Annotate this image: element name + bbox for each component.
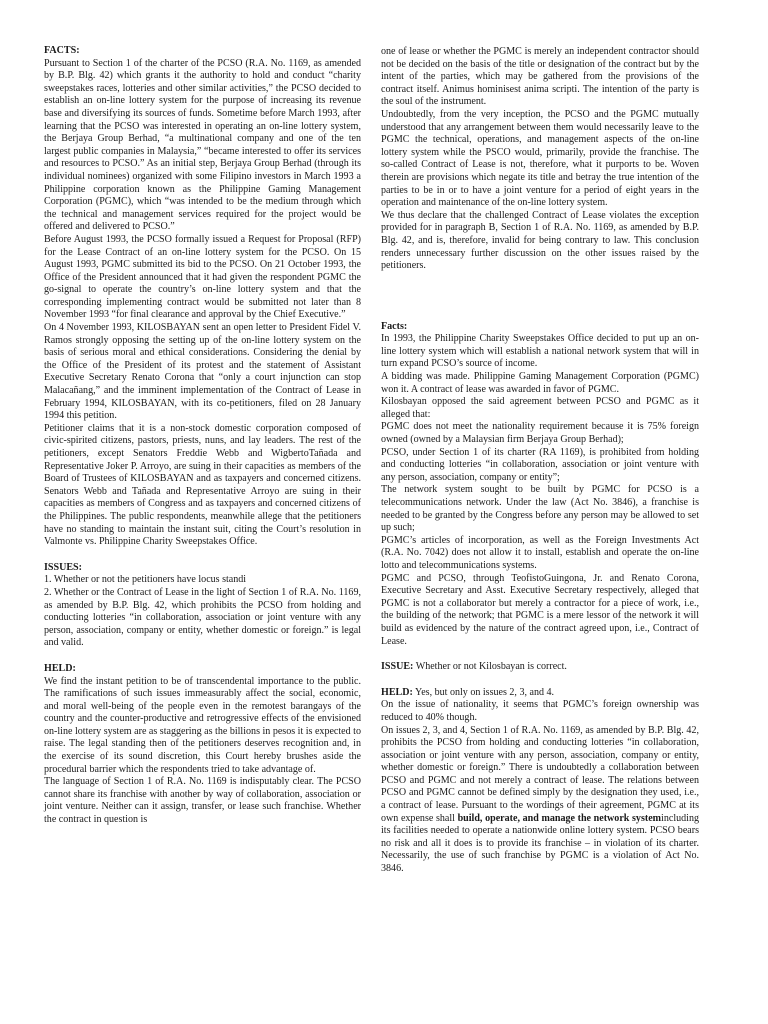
held2-bold-text: build, operate, and manage the network system xyxy=(454,812,662,824)
held-label: HELD: xyxy=(381,686,413,698)
facts2-paragraph-3: Kilosbayan opposed the said agreement between PCSO and PGMC as it alleged that: xyxy=(381,396,699,420)
continued-paragraph-2: Undoubtedly, from the very inception, the PCSO and the PGMC mutually understood that any arrangement between them would necessarily leave to the PGMC the technical, operations, and management aspects of the on-line lottery system while the PSCO would, primarily, provide the franchise. The so-called Contract of Lease is not, therefore, what it purports to be. Woven therein are provisions which negate its title and betray the true intention of the parties to be in or to have a joint venture for a period of eight years in the operation and maintenance of the on-line lottery system. xyxy=(381,108,699,209)
issue-label: ISSUE: xyxy=(381,661,414,673)
left-column xyxy=(44,45,361,1024)
right-column xyxy=(381,46,699,1024)
facts2-paragraph-8: PGMC and PCSO, through TeofistoGuingona, Jr. and Renato Corona, Executive Secretary and Asst. Executive Secretary respectively, alleged that PGMC is not a collaborator but merely a contractor for a piece of work, i.e., the building of the network; that PGMC is a mere lessor of the network it will build as evidenced by the nature of the contract agreed upon, i.e., Contract of Lease. xyxy=(381,572,699,647)
held2-paragraph-1: On the issue of nationality, it seems that PGMC’s foreign ownership was reduced to 40% though. xyxy=(381,699,699,723)
issues-heading: ISSUES: xyxy=(44,561,82,573)
facts2-heading: Facts: xyxy=(381,320,408,332)
issue-item-2: 2. Whether or the Contract of Lease in the light of Section 1 of R.A. No. 1169, as amended by B.P. Blg. 42, which prohibits the PCSO from holding and conducting lotteries “in collaboration, association or joint venture with any person, association, company or entity, whether domestic or foreign.” is legal and valid. xyxy=(44,586,361,649)
facts2-paragraph-1: In 1993, the Philippine Charity Sweepstakes Office decided to put up an on-line lottery system which will establish a national network system that will in turn expand PCSO’s source of income. xyxy=(381,333,699,370)
facts2-paragraph-6: The network system sought to be built by PGMC for PCSO is a telecommunications network. Under the law (Act No. 3846), a franchise is needed to be granted by the Congress before any person may be allowed to set up such; xyxy=(381,484,699,534)
issue-text: Whether or not Kilosbayan is correct. xyxy=(413,661,567,673)
held-paragraph-2: The language of Section 1 of R.A. No. 1169 is indisputably clear. The PCSO cannot share its franchise with another by way of collaboration, association or joint venture. Neither can it assign, transfer, or lease such franchise. Whether the contract in question is xyxy=(44,776,361,826)
held2-text-a: On issues 2, 3, and 4, Section 1 of R.A. No. 1169, as amended by B.P. Blg. 42, prohibits the PCSO from holding and conducting lotteries “in collaboration, association or joint venture with any person, association, company or entity, whether domestic or foreign.” There is undoubtedly a collaboration between PCSO and PGMC and not merely a contract of lease. The relations between PCSO and PGMC cannot be defined simply by the designation they used, i.e., a contract of lease. Pursuant to the wordings of their agreement, PGMC at its own expense shall xyxy=(381,724,699,824)
held2-text-b: including its facilities needed to operate a nationwide online lottery system. PCSO bears no risk and all it does is to provide its franchise – in violation of its charter. Necessarily, the use of such franchise by PGMC is a violation of Act No. 3846. xyxy=(381,812,699,875)
facts-paragraph-1: Pursuant to Section 1 of the charter of the PCSO (R.A. No. 1169, as amended by B.P. Blg. 42) which grants it the authority to hold and conduct “charity sweepstakes races, lotteries and other similar activities,” the PCSO decided to establish an on-line lottery system for the purpose of increasing its revenue base and diversifying its sources of funds. Sometime before March 1993, after learning that the PCSO was interested in operating an on-line lottery system, the Berjaya Group Berhad, “a multinational company and one of the ten largest public companies in Malaysia,” “became interested to offer its services and resources to PCSO.” As an initial step, Berjaya Group Berhad (through its individual nominees) organized with some Filipino investors in March 1993 a Philippine corporation known as the Philippine Gaming Management Corporation (PGMC), which “was intended to be the medium through which the technical and management services required for the project would be offered and delivered to PCSO.” xyxy=(44,57,361,233)
held-heading: HELD: xyxy=(44,662,76,674)
facts2-paragraph-7: PGMC’s articles of incorporation, as well as the Foreign Investments Act (R.A. No. 7042) does not allow it to install, establish and operate the on-line lotto and telecommunications systems. xyxy=(381,534,699,571)
issues-list xyxy=(44,574,361,650)
held-text: Yes, but only on issues 2, 3, and 4. xyxy=(412,686,555,698)
facts2-paragraph-2: A bidding was made. Philippine Gaming Management Corporation (PGMC) won it. A contract of lease was awarded in favor of PGMC. xyxy=(381,371,699,395)
facts2-paragraph-4: PGMC does not meet the nationality requirement because it is 75% foreign owned (owned by a Malaysian firm Berjaya Group Berhad); xyxy=(381,421,699,446)
facts-paragraph-3: On 4 November 1993, KILOSBAYAN sent an open letter to President Fidel V. Ramos strongly opposing the setting up of the on-line lottery system on the basis of serious moral and ethical considerations. Considering the denial by the Office of the President of its protest and the statement of Assistant Executive Secretary Renato Corona that “only a court injunction can stop Malacañang,” and the imminent implementation of the Contract of Lease in February 1994, KILOSBAYAN, with its co-petitioners, filed on 28 January 1994 this petition. xyxy=(44,322,361,422)
held-paragraph-1: We find the instant petition to be of transcendental importance to the public. The ramifications of such issues immeasurably affect the social, economic, and moral well-being of the people even in the remotest barangays of the country and the counter-productive and retrogressive effects of the envisioned on-line lottery system are as staggering as the billions in pesos it is expected to raise. The legal standing then of the petitioners deserves recognition and, in the exercise of its sound discretion, this Court hereby brushes aside the procedural barrier which the respondents tried to take advantage of. xyxy=(44,675,361,775)
continued-paragraph-1: one of lease or whether the PGMC is merely an independent contractor should not be decided on the basis of the title or designation of the contract but by the intent of the parties, which may be gathered from the provisions of the contract itself. Animus hominisest anima scripti. The intention of the party is the soul of the instrument. xyxy=(381,46,699,108)
continued-paragraph-3: We thus declare that the challenged Contract of Lease violates the exception provided for in paragraph B, Section 1 of R.A. No. 1169, as amended by B.P. Blg. 42, and is, therefore, invalid for being contrary to law. This conclusion renders unnecessary further discussion on the other issues raised by the petitioners. xyxy=(381,209,699,272)
facts-paragraph-2: Before August 1993, the PCSO formally issued a Request for Proposal (RFP) for the Lease Contract of an on-line lottery system for the PCSO. On 15 August 1993, PGMC submitted its bid to the PCSO. On 21 October 1993, the Office of the President announced that it had given the respondent PGMC the go-signal to operate the country’s on-line lottery system and that the corresponding implementing contract would be submitted not later than 8 November 1993 “for final clearance and approval by the Chief Executive.” xyxy=(44,233,361,321)
facts-paragraph-4: Petitioner claims that it is a non-stock domestic corporation composed of civic-spirited citizens, pastors, priests, nuns, and lay leaders. The rest of the petitioners, except Senators Freddie Webb and WigbertoTañada and Representative Joker P. Arroyo, are suing in their capacities as members of the Board of Trustees of KILOSBAYAN and as taxpayers and concerned citizens. Senators Webb and Tañada and Representative Arroyo are suing in their capacities as members of Congress and as taxpayers and concerned citizens of the Philippines. The public respondents, meanwhile allege that the petitioners have no standing to maintain the instant suit, citing the Court’s resolution in Valmonte vs. Philippine Charity Sweepstakes Office. xyxy=(44,422,361,548)
issue-item-1: 1. Whether or not the petitioners have locus standi xyxy=(44,574,247,586)
facts-heading: FACTS: xyxy=(44,45,80,56)
issue-line xyxy=(381,661,699,674)
held-line xyxy=(381,687,699,700)
held2-paragraph-2 xyxy=(381,725,699,876)
facts2-paragraph-5: PCSO, under Section 1 of its charter (RA 1169), is prohibited from holding and conducting lotteries “in collaboration, association or joint venture with any person, association, company or entity”; xyxy=(381,446,699,483)
